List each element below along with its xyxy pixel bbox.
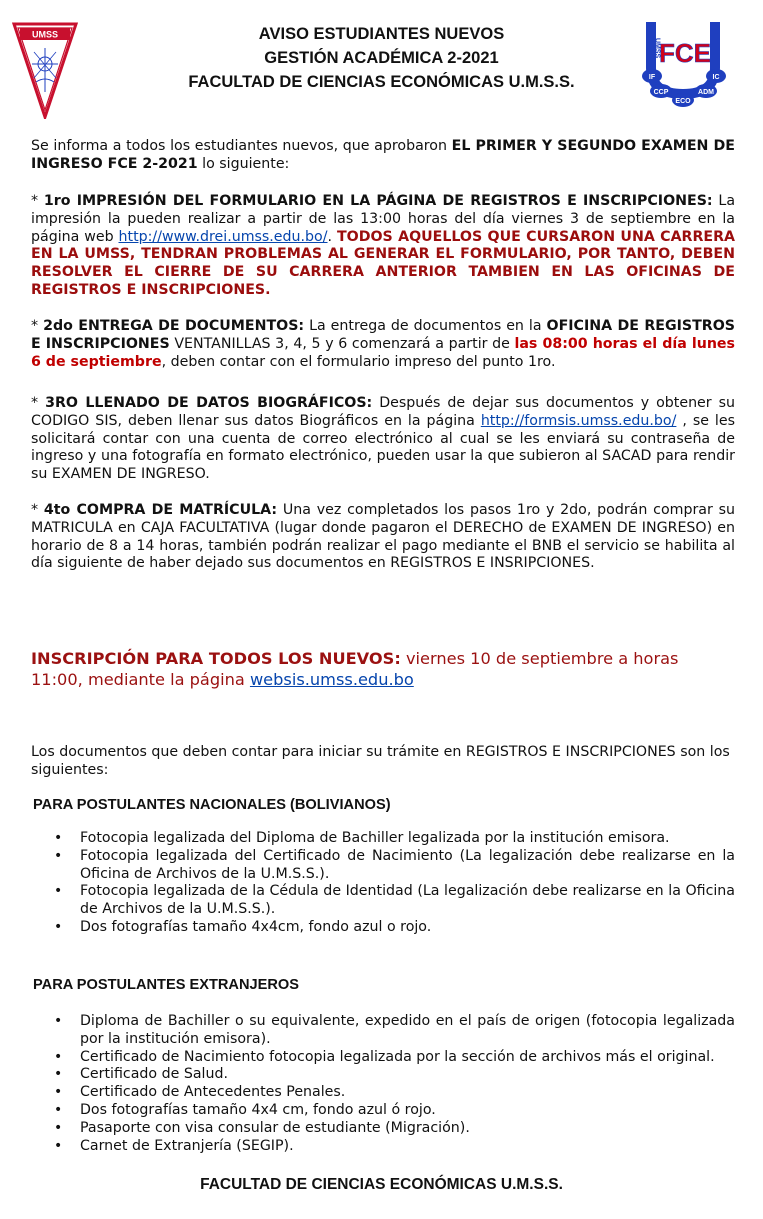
intro-bold: EL PRIMER Y SEGUNDO EXAMEN DE INGRESO FCE 2-2021 <box>31 138 735 172</box>
step-2-bullet: * <box>31 318 44 334</box>
extranjeros-list <box>31 1013 735 1155</box>
fce-logo-text: FCE <box>659 38 711 68</box>
logo-tag-ic: IC <box>712 74 720 81</box>
step-2-windows: VENTANILLAS 3, 4, 5 y 6 comenzará a partir de <box>169 335 515 352</box>
step-1-warning: TODOS AQUELLOS QUE CURSARON UNA CARRERA EN LA UMSS, TENDRAN PROBLEMAS AL GENERAR EL FORMULARIO, POR TANTO, DEBEN RESOLVER EL CIERRE DE SU CARRERA ANTERIOR TAMBIEN EN LAS OFICINAS DE REGISTROS E INSCRIPCIONES. <box>31 228 735 298</box>
drei-link[interactable]: http://www.drei.umss.edu.bo/ <box>118 228 328 245</box>
intro-text: Se informa a todos los estudiantes nuevos, que aprobaron <box>31 138 452 154</box>
step-1-text: La impresión la pueden realizar a partir de las 13:00 horas del día viernes 3 de septiembre en la página web <box>31 193 736 245</box>
step-1-paragraph <box>31 193 735 300</box>
step-3-paragraph <box>31 395 735 484</box>
step-2-end: , deben contar con el formulario impreso del punto 1ro. <box>161 353 556 370</box>
header-title: AVISO ESTUDIANTES NUEVOS <box>258 25 505 43</box>
step-1-title: 1ro IMPRESIÓN DEL FORMULARIO EN LA PÁGINA DE REGISTROS E INSCRIPCIONES: <box>43 193 713 209</box>
logo-tag-eco: ECO <box>675 98 691 105</box>
footer-faculty: FACULTAD DE CIENCIAS ECONÓMICAS U.M.S.S. <box>200 1176 563 1193</box>
list-item: • Fotocopia legalizada del Certificado de Nacimiento (La legalización debe realizarse en la Oficina de Archivos de la U.M.S.S.). <box>31 848 735 884</box>
list-item: • Fotocopia legalizada del Diploma de Bachiller legalizada por la institución emisora. <box>31 830 735 848</box>
list-item: • Certificado de Salud. <box>31 1066 735 1084</box>
list-item: • Pasaporte con visa consular de estudiante (Migración). <box>31 1120 735 1138</box>
list-item: • Dos fotografías tamaño 4x4cm, fondo azul o rojo. <box>31 919 735 937</box>
inscription-paragraph <box>31 648 735 690</box>
umss-vertical-text: UMSS <box>653 38 661 59</box>
step-3-title: 3RO LLENADO DE DATOS BIOGRÁFICOS: <box>45 395 373 411</box>
step-4-bullet: * <box>31 502 44 518</box>
step-3-text: Después de dejar sus documentos y obtener su CODIGO SIS, deben llenar sus datos Biográficos en la página <box>31 395 735 429</box>
list-item: • Dos fotografías tamaño 4x4 cm, fondo azul ó rojo. <box>31 1102 735 1120</box>
step-1-after-link: . <box>327 228 337 245</box>
extranjeros-title: PARA POSTULANTES EXTRANJEROS <box>33 977 299 993</box>
logo-tag-adm: ADM <box>698 89 714 96</box>
step-2-paragraph <box>31 318 735 371</box>
umss-logo-text: UMSS <box>31 29 59 40</box>
list-item: • Certificado de Nacimiento fotocopia legalizada por la sección de archivos más el original. <box>31 1049 735 1067</box>
header-faculty: FACULTAD DE CIENCIAS ECONÓMICAS U.M.S.S. <box>188 73 575 91</box>
step-3-text-end: , se les solicitará contar con una cuenta de correo electrónico al cual se les enviará su contraseña de ingreso y una fotografía en formato electrónico, pueden usar la que subieron al SACAD para rendir su EXAMEN DE INGRESO. <box>31 412 735 483</box>
nacionales-section <box>31 797 735 937</box>
step-4-title: 4to COMPRA DE MATRÍCULA: <box>43 502 278 518</box>
logo-tag-if: IF <box>648 74 656 81</box>
inscription-title: INSCRIPCIÓN PARA TODOS LOS NUEVOS: <box>31 649 401 668</box>
documents-intro <box>31 744 735 780</box>
step-2-office: OFICINA DE REGISTROS E INSCRIPCIONES <box>31 318 736 352</box>
header-subtitle: GESTIÓN ACADÉMICA 2-2021 <box>264 49 499 67</box>
step-3-bullet: * <box>31 395 46 411</box>
formsis-link[interactable]: http://formsis.umss.edu.bo/ <box>480 412 677 429</box>
list-item: • Certificado de Antecedentes Penales. <box>31 1084 735 1102</box>
step-4-paragraph <box>31 502 735 573</box>
nacionales-list <box>31 830 735 937</box>
list-item: • Diploma de Bachiller o su equivalente, expedido en el país de origen (fotocopia legalizada por la institución emisora). <box>31 1013 735 1049</box>
step-2-text: La entrega de documentos en la <box>304 318 547 334</box>
websis-link[interactable]: websis.umss.edu.bo <box>249 670 414 689</box>
step-1-bullet: * <box>31 193 44 209</box>
notice-header <box>0 22 763 94</box>
nacionales-title: PARA POSTULANTES NACIONALES (BOLIVIANOS) <box>33 797 391 813</box>
list-item: • Carnet de Extranjería (SEGIP). <box>31 1138 735 1156</box>
step-2-title: 2do ENTREGA DE DOCUMENTOS: <box>43 318 305 334</box>
intro-paragraph <box>31 138 735 174</box>
inscription-text: viernes 10 de septiembre a horas 11:00, mediante la página <box>31 649 679 689</box>
list-item: • Fotocopia legalizada de la Cédula de Identidad (La legalización debe realizarse en la Oficina de Archivos de la U.M.S.S.). <box>31 883 735 919</box>
extranjeros-section <box>31 977 735 1155</box>
logo-tag-ccp: CCP <box>653 89 669 96</box>
documents-intro-text: Los documentos que deben contar para iniciar su trámite en REGISTROS E INSCRIPCIONES son los siguientes: <box>31 744 730 778</box>
step-4-text: Una vez completados los pasos 1ro y 2do, podrán comprar su MATRICULA en CAJA FACULTATIVA (lugar donde pagaron el DERECHO de EXAMEN DE INGRESO) en horario de 8 a 14 horas, también podrán realizar el pago mediante el BNB el servicio se habilita al día siguiente de haber dejado sus documentos en REGISTROS E INSRIPCIONES. <box>31 502 735 572</box>
intro-text-end: lo siguiente: <box>197 155 290 172</box>
step-2-time: las 08:00 horas el día lunes 6 de septiembre <box>31 335 735 370</box>
